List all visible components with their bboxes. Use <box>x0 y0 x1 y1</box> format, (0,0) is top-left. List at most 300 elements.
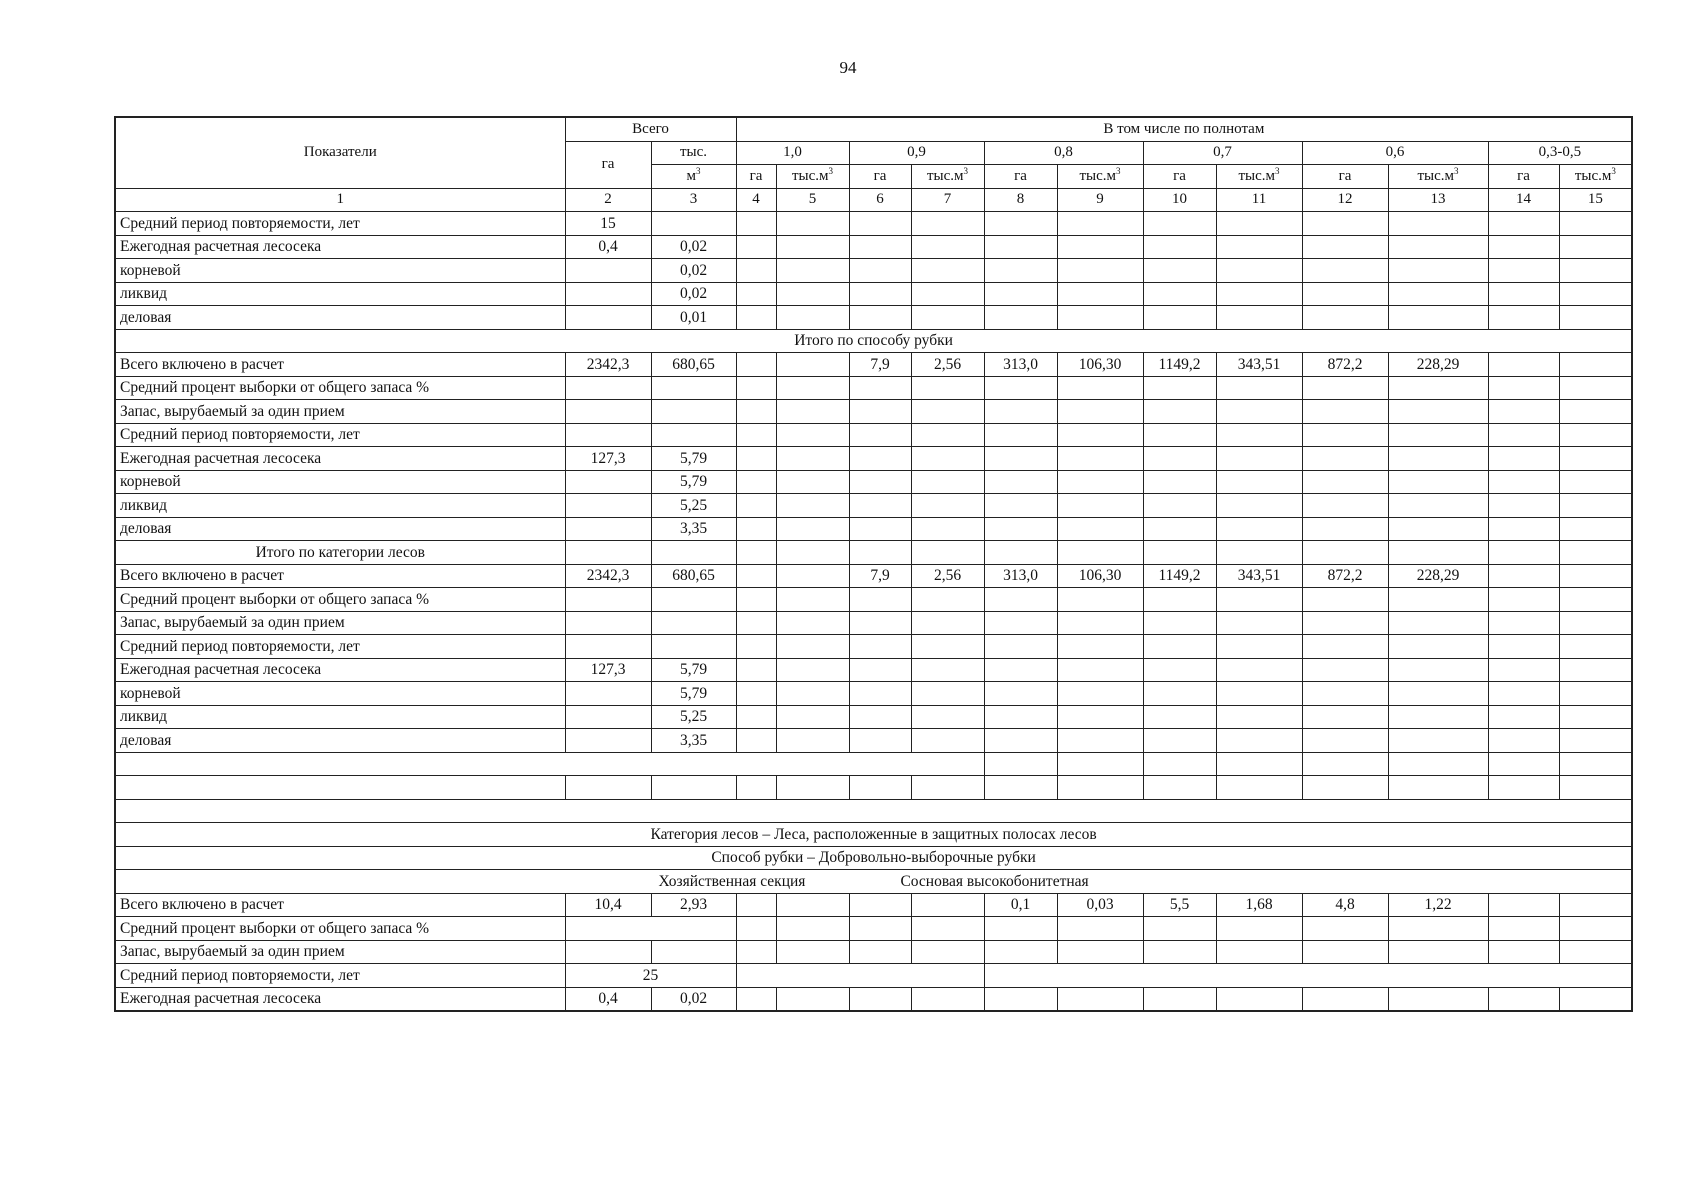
table-row <box>115 470 1632 494</box>
empty-cell <box>565 611 651 635</box>
empty-cell <box>984 705 1057 729</box>
header-ha-6: га <box>1488 165 1559 189</box>
empty-cell <box>849 447 911 471</box>
empty-cell <box>911 517 984 541</box>
colnum: 9 <box>1057 188 1143 212</box>
header-density-1: 1,0 <box>736 141 849 165</box>
empty-cell <box>1143 917 1216 941</box>
empty-cell <box>1559 705 1632 729</box>
cell-value: 5,79 <box>651 658 736 682</box>
row-label: Ежегодная расчетная лесосека <box>115 447 565 471</box>
empty-cell <box>565 517 651 541</box>
empty-cell <box>776 353 849 377</box>
empty-cell <box>1216 400 1302 424</box>
cell-value: 7,9 <box>849 564 911 588</box>
empty-cell <box>651 541 736 565</box>
cell-value: 2,93 <box>651 893 736 917</box>
empty-cell <box>1302 235 1388 259</box>
empty-cell <box>1388 541 1488 565</box>
table-row <box>115 376 1632 400</box>
empty-cell <box>849 611 911 635</box>
empty-cell <box>849 259 911 283</box>
empty-cell <box>736 588 776 612</box>
empty-cell <box>565 940 651 964</box>
empty-cell <box>1559 729 1632 753</box>
empty-cell <box>1488 893 1559 917</box>
empty-cell <box>849 306 911 330</box>
empty-cell <box>1057 282 1143 306</box>
row-label: деловая <box>115 729 565 753</box>
empty-cell <box>1143 940 1216 964</box>
empty-cell <box>1559 635 1632 659</box>
table-row <box>115 964 1632 988</box>
header-row-1 <box>115 117 1632 141</box>
empty-cell <box>1388 259 1488 283</box>
empty-cell <box>1388 658 1488 682</box>
empty-cell <box>1559 376 1632 400</box>
empty-cell <box>1488 776 1559 800</box>
empty-cell <box>1057 658 1143 682</box>
table-row <box>115 400 1632 424</box>
economic-section-label: Хозяйственная секция <box>658 872 806 890</box>
row-label: Средний период повторяемости, лет <box>115 423 565 447</box>
empty-cell <box>984 306 1057 330</box>
empty-cell <box>776 423 849 447</box>
empty-cell <box>565 588 651 612</box>
empty-cell <box>1057 705 1143 729</box>
cell-value: 680,65 <box>651 564 736 588</box>
empty-cell <box>1559 259 1632 283</box>
empty-cell <box>736 423 776 447</box>
empty-cell <box>1559 517 1632 541</box>
empty-cell <box>1559 470 1632 494</box>
empty-cell <box>1143 494 1216 518</box>
empty-cell <box>1559 611 1632 635</box>
empty-cell <box>984 470 1057 494</box>
empty-cell <box>1488 259 1559 283</box>
empty-cell <box>1388 635 1488 659</box>
row-label: Ежегодная расчетная лесосека <box>115 658 565 682</box>
empty-cell <box>1216 306 1302 330</box>
empty-cell <box>1488 611 1559 635</box>
empty-cell <box>736 517 776 541</box>
page-number: 94 <box>839 58 857 77</box>
empty-cell <box>1388 447 1488 471</box>
row-label: Всего включено в расчет <box>115 564 565 588</box>
empty-cell <box>1388 752 1488 776</box>
empty-cell <box>1388 588 1488 612</box>
cell-value: 0,1 <box>984 893 1057 917</box>
cell-value: 872,2 <box>1302 353 1388 377</box>
empty-cell <box>776 494 849 518</box>
empty-cell <box>1559 658 1632 682</box>
empty-cell <box>911 705 984 729</box>
empty-cell <box>911 494 984 518</box>
empty-cell <box>1388 940 1488 964</box>
empty-cell <box>911 635 984 659</box>
empty-cell <box>1559 588 1632 612</box>
empty-cell <box>1057 306 1143 330</box>
empty-cell <box>1302 400 1388 424</box>
cell-value: 313,0 <box>984 353 1057 377</box>
header-ha-4: га <box>1143 165 1216 189</box>
empty-cell <box>1488 494 1559 518</box>
cutting-method-title: Способ рубки – Добровольно-выборочные рубки <box>115 846 1632 870</box>
cell-value: 5,79 <box>651 447 736 471</box>
empty-cell <box>1302 705 1388 729</box>
row-label: корневой <box>115 682 565 706</box>
cell-value: 313,0 <box>984 564 1057 588</box>
empty-cell <box>849 658 911 682</box>
empty-cell <box>736 353 776 377</box>
empty-cell <box>776 306 849 330</box>
empty-cell <box>911 893 984 917</box>
empty-cell <box>849 517 911 541</box>
empty-cell <box>849 494 911 518</box>
empty-cell <box>984 423 1057 447</box>
empty-cell <box>776 917 849 941</box>
empty-cell <box>1302 752 1388 776</box>
section-row <box>115 329 1632 353</box>
empty-cell <box>1216 470 1302 494</box>
empty-cell <box>911 259 984 283</box>
empty-cell <box>911 776 984 800</box>
empty-cell <box>115 776 565 800</box>
empty-cell <box>1388 282 1488 306</box>
colnum: 15 <box>1559 188 1632 212</box>
empty-cell <box>849 282 911 306</box>
colnum: 6 <box>849 188 911 212</box>
empty-cell <box>1559 564 1632 588</box>
empty-cell <box>1216 541 1302 565</box>
empty-cell <box>1488 729 1559 753</box>
row-label: Всего включено в расчет <box>115 893 565 917</box>
header-ha-1: га <box>736 165 776 189</box>
empty-cell <box>776 729 849 753</box>
empty-cell <box>911 611 984 635</box>
empty-cell <box>565 306 651 330</box>
empty-cell <box>776 776 849 800</box>
colnum: 5 <box>776 188 849 212</box>
empty-cell <box>1388 494 1488 518</box>
empty-cell <box>984 964 1632 988</box>
empty-cell <box>984 682 1057 706</box>
empty-cell <box>984 611 1057 635</box>
row-label: Средний период повторяемости, лет <box>115 964 565 988</box>
empty-cell <box>1302 423 1388 447</box>
empty-cell <box>911 400 984 424</box>
header-m3-2: $тыс.м^3$ <box>911 165 984 189</box>
empty-cell <box>1559 987 1632 1011</box>
empty-cell <box>736 259 776 283</box>
colnum: 13 <box>1388 188 1488 212</box>
empty-cell <box>1216 917 1302 941</box>
empty-cell <box>911 423 984 447</box>
empty-cell <box>911 235 984 259</box>
empty-cell <box>1057 376 1143 400</box>
empty-cell <box>1302 987 1388 1011</box>
empty-cell <box>1057 494 1143 518</box>
colnum: 3 <box>651 188 736 212</box>
empty-cell <box>651 940 736 964</box>
empty-cell <box>1559 893 1632 917</box>
empty-cell <box>776 987 849 1011</box>
cell-value: 228,29 <box>1388 353 1488 377</box>
cell-value: 0,4 <box>565 987 651 1011</box>
empty-cell <box>984 917 1057 941</box>
empty-cell <box>565 541 651 565</box>
empty-cell <box>1057 423 1143 447</box>
empty-cell <box>776 588 849 612</box>
empty-cell <box>651 635 736 659</box>
empty-cell <box>1388 729 1488 753</box>
empty-cell <box>849 705 911 729</box>
cell-value: 3,35 <box>651 517 736 541</box>
empty-cell <box>736 893 776 917</box>
blank-row <box>115 799 1632 823</box>
forest-category-title: Категория лесов – Леса, расположенные в защитных полосах лесов <box>115 823 1632 847</box>
cell-value: 10,4 <box>565 893 651 917</box>
empty-cell <box>1302 658 1388 682</box>
empty-cell <box>1216 212 1302 236</box>
empty-cell <box>1216 635 1302 659</box>
empty-cell <box>1302 306 1388 330</box>
header-m3-4: $тыс.м^3$ <box>1216 165 1302 189</box>
empty-cell <box>849 682 911 706</box>
empty-cell <box>736 682 776 706</box>
empty-cell <box>1216 776 1302 800</box>
empty-cell <box>1057 259 1143 283</box>
empty-cell <box>849 376 911 400</box>
empty-cell <box>849 893 911 917</box>
empty-cell <box>1143 588 1216 612</box>
colnum: 12 <box>1302 188 1388 212</box>
empty-cell <box>565 494 651 518</box>
empty-cell <box>1559 282 1632 306</box>
row-label: ликвид <box>115 282 565 306</box>
empty-cell <box>911 541 984 565</box>
empty-cell <box>1388 517 1488 541</box>
empty-cell <box>1559 447 1632 471</box>
empty-cell <box>1057 400 1143 424</box>
empty-cell <box>1143 259 1216 283</box>
header-total-ha: га <box>565 141 651 188</box>
empty-cell <box>776 447 849 471</box>
table-row <box>115 282 1632 306</box>
empty-cell <box>1559 682 1632 706</box>
cell-value: 25 <box>565 964 736 988</box>
empty-cell <box>1559 423 1632 447</box>
row-label: Запас, вырубаемый за один прием <box>115 611 565 635</box>
table-row <box>115 259 1632 283</box>
cell-value: 2342,3 <box>565 353 651 377</box>
row-label: Ежегодная расчетная лесосека <box>115 987 565 1011</box>
empty-cell <box>1216 494 1302 518</box>
empty-cell <box>565 917 736 941</box>
cell-value: 2342,3 <box>565 564 651 588</box>
empty-cell <box>1488 353 1559 377</box>
cell-value: 2,56 <box>911 353 984 377</box>
empty-cell <box>736 447 776 471</box>
empty-cell <box>1302 282 1388 306</box>
empty-cell <box>1143 517 1216 541</box>
empty-cell <box>651 588 736 612</box>
section-row <box>115 870 1632 894</box>
table-row <box>115 940 1632 964</box>
empty-cell <box>1143 987 1216 1011</box>
empty-cell <box>1488 917 1559 941</box>
empty-cell <box>1057 729 1143 753</box>
empty-cell <box>1216 729 1302 753</box>
empty-cell <box>1488 987 1559 1011</box>
cell-value: 228,29 <box>1388 564 1488 588</box>
colnum: 11 <box>1216 188 1302 212</box>
empty-cell <box>736 282 776 306</box>
empty-cell <box>911 212 984 236</box>
empty-cell <box>1488 564 1559 588</box>
empty-cell <box>776 682 849 706</box>
cell-value: 343,51 <box>1216 564 1302 588</box>
empty-cell <box>1057 987 1143 1011</box>
table-row <box>115 564 1632 588</box>
empty-cell <box>1488 235 1559 259</box>
empty-cell <box>984 259 1057 283</box>
empty-cell <box>736 494 776 518</box>
empty-cell <box>565 729 651 753</box>
cell-value: 127,3 <box>565 447 651 471</box>
table-row <box>115 235 1632 259</box>
empty-cell <box>736 917 776 941</box>
empty-cell <box>1488 447 1559 471</box>
row-label: ликвид <box>115 494 565 518</box>
empty-cell <box>911 917 984 941</box>
empty-cell <box>776 376 849 400</box>
header-total-m3-line2: $м^3$ <box>651 165 736 189</box>
cell-value: 1149,2 <box>1143 564 1216 588</box>
empty-cell <box>1057 635 1143 659</box>
cell-value: 2,56 <box>911 564 984 588</box>
empty-cell <box>1057 917 1143 941</box>
empty-cell <box>736 776 776 800</box>
empty-cell <box>1057 588 1143 612</box>
empty-cell <box>1143 235 1216 259</box>
cell-value: 5,25 <box>651 705 736 729</box>
colnum: 4 <box>736 188 776 212</box>
empty-cell <box>1143 682 1216 706</box>
empty-cell <box>911 447 984 471</box>
empty-cell <box>1302 470 1388 494</box>
empty-cell <box>776 282 849 306</box>
empty-cell <box>565 423 651 447</box>
empty-cell <box>1302 917 1388 941</box>
empty-cell <box>565 376 651 400</box>
table-row <box>115 588 1632 612</box>
row-label: Средний процент выборки от общего запаса % <box>115 917 565 941</box>
empty-cell <box>1388 306 1488 330</box>
empty-cell <box>1559 400 1632 424</box>
empty-cell <box>776 611 849 635</box>
empty-cell <box>1302 376 1388 400</box>
empty-cell <box>1143 282 1216 306</box>
cell-value: 7,9 <box>849 353 911 377</box>
header-density-4: 0,7 <box>1143 141 1302 165</box>
empty-cell <box>1388 917 1488 941</box>
empty-cell <box>1143 776 1216 800</box>
cell-value: 5,79 <box>651 682 736 706</box>
header-density-5: 0,6 <box>1302 141 1488 165</box>
empty-cell <box>1488 470 1559 494</box>
empty-cell <box>1302 611 1388 635</box>
empty-cell <box>849 940 911 964</box>
empty-cell <box>1216 235 1302 259</box>
header-total: Всего <box>565 117 736 141</box>
empty-cell <box>1388 611 1488 635</box>
blank-row <box>115 752 1632 776</box>
empty-cell <box>1388 423 1488 447</box>
section-row <box>115 541 1632 565</box>
table-row <box>115 423 1632 447</box>
empty-cell <box>984 400 1057 424</box>
empty-cell <box>1302 729 1388 753</box>
row-label: Средний процент выборки от общего запаса % <box>115 376 565 400</box>
empty-cell <box>736 729 776 753</box>
header-m3-6: $тыс.м^3$ <box>1559 165 1632 189</box>
empty-cell <box>1143 306 1216 330</box>
empty-cell <box>849 635 911 659</box>
row-label: Средний период повторяемости, лет <box>115 635 565 659</box>
empty-cell <box>1057 752 1143 776</box>
table-row <box>115 917 1632 941</box>
empty-cell <box>1057 212 1143 236</box>
header-ha-3: га <box>984 165 1057 189</box>
row-label: корневой <box>115 470 565 494</box>
empty-cell <box>1216 517 1302 541</box>
cell-value: 15 <box>565 212 651 236</box>
empty-cell <box>1559 917 1632 941</box>
empty-cell <box>849 776 911 800</box>
empty-cell <box>1559 235 1632 259</box>
empty-cell <box>776 564 849 588</box>
empty-cell <box>1488 541 1559 565</box>
empty-cell <box>1057 447 1143 471</box>
empty-cell <box>1216 705 1302 729</box>
cell-value: 127,3 <box>565 658 651 682</box>
empty-cell <box>1143 658 1216 682</box>
empty-cell <box>1143 541 1216 565</box>
empty-cell <box>1216 682 1302 706</box>
empty-cell <box>911 306 984 330</box>
empty-cell <box>1302 588 1388 612</box>
empty-cell <box>911 282 984 306</box>
empty-cell <box>849 400 911 424</box>
empty-cell <box>1143 611 1216 635</box>
table-row <box>115 635 1632 659</box>
empty-cell <box>115 752 984 776</box>
empty-cell <box>115 799 1632 823</box>
empty-cell <box>1388 776 1488 800</box>
header-by-density: В том числе по полнотам <box>736 117 1632 141</box>
empty-cell <box>911 987 984 1011</box>
empty-cell <box>1559 494 1632 518</box>
empty-cell <box>776 893 849 917</box>
cell-value: 4,8 <box>1302 893 1388 917</box>
cell-value: 0,02 <box>651 235 736 259</box>
colnum: 14 <box>1488 188 1559 212</box>
empty-cell <box>984 517 1057 541</box>
empty-cell <box>1559 306 1632 330</box>
empty-cell <box>1216 282 1302 306</box>
empty-cell <box>1143 752 1216 776</box>
